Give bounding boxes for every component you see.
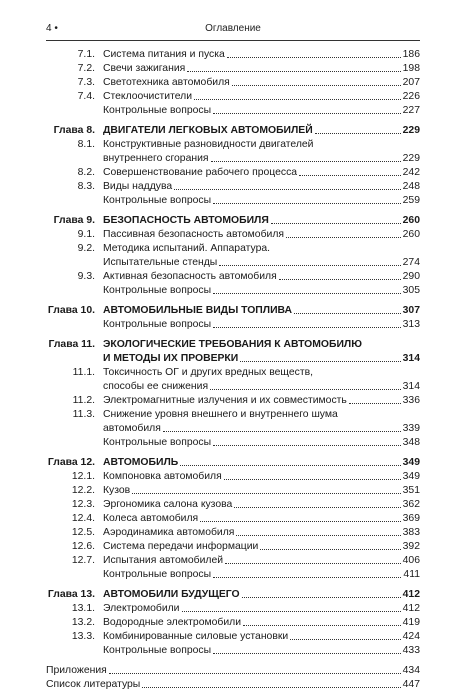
toc-entry — [71, 616, 420, 629]
toc-page: 313 — [402, 319, 420, 330]
toc-page: 383 — [402, 527, 420, 538]
toc-title: Компоновка автомобиля — [103, 471, 222, 482]
toc-title: Свечи зажигания — [103, 63, 186, 74]
toc-number: 11.2. — [72, 395, 95, 406]
toc-number: 13.1. — [71, 603, 95, 614]
toc-entry — [103, 568, 420, 581]
running-title: Оглавление — [205, 23, 261, 34]
toc-page: 260 — [402, 215, 420, 226]
toc-entry — [53, 124, 420, 137]
dot-leader — [243, 616, 401, 626]
toc-title: Аэродинамика автомобиля — [103, 527, 235, 538]
toc-entry — [103, 104, 420, 117]
toc-title: Кузов — [103, 485, 131, 496]
dot-leader — [224, 470, 401, 480]
dot-leader — [213, 104, 401, 114]
toc-page: 369 — [402, 513, 420, 524]
toc-entry — [77, 90, 420, 103]
toc-number: 9.3. — [77, 271, 95, 282]
toc-page: 229 — [402, 153, 420, 164]
toc-page: 305 — [402, 285, 420, 296]
toc-page: 419 — [402, 617, 420, 628]
toc-title: Испытания автомобилей — [103, 555, 224, 566]
toc-page: 412 — [402, 603, 420, 614]
toc-page: 307 — [402, 305, 420, 316]
toc-title: Контрольные вопросы — [103, 105, 212, 116]
toc-entry — [72, 394, 420, 407]
toc-title: Электромагнитные излучения и их совместимость — [103, 395, 347, 406]
toc-entry — [46, 678, 420, 691]
toc-page: 349 — [402, 471, 420, 482]
toc-entry — [77, 228, 420, 241]
toc-title: Контрольные вопросы — [103, 569, 212, 580]
toc-number: Глава 12. — [47, 457, 95, 468]
toc-number: Глава 10. — [47, 305, 95, 316]
toc-entry — [77, 242, 420, 255]
toc-entry — [103, 152, 420, 165]
dot-leader — [315, 124, 401, 134]
toc-title: Испытательные стенды — [103, 257, 218, 268]
toc-number: 9.2. — [77, 243, 95, 254]
dot-leader — [213, 568, 401, 578]
toc-page: 349 — [402, 457, 420, 468]
toc-page: 242 — [402, 167, 420, 178]
toc-entry — [71, 540, 420, 553]
toc-title: ЭКОЛОГИЧЕСКИЕ ТРЕБОВАНИЯ К АВТОМОБИЛЮ — [103, 339, 362, 350]
toc-number: Глава 11. — [48, 339, 95, 350]
toc-title: И МЕТОДЫ ИХ ПРОВЕРКИ — [103, 353, 239, 364]
toc-title: Контрольные вопросы — [103, 437, 212, 448]
toc-page: 406 — [402, 555, 420, 566]
toc-number: 12.2. — [71, 485, 95, 496]
toc-page: 339 — [402, 423, 420, 434]
toc-title: Контрольные вопросы — [103, 645, 212, 656]
toc-number: 7.4. — [77, 91, 95, 102]
toc-entry — [47, 456, 420, 469]
toc-page: 434 — [402, 665, 420, 676]
toc-title: Стеклоочистители — [103, 91, 193, 102]
toc-entry — [77, 62, 420, 75]
dot-leader — [213, 318, 401, 328]
dot-leader — [225, 554, 401, 564]
toc-entry — [103, 422, 420, 435]
toc-title: АВТОМОБИЛИ БУДУЩЕГО — [103, 589, 240, 600]
toc-title: Контрольные вопросы — [103, 285, 212, 296]
toc-page: 229 — [402, 125, 420, 136]
toc-page: 424 — [402, 631, 420, 642]
toc-entry — [103, 352, 420, 365]
toc-entry — [103, 194, 420, 207]
toc-number: 11.1. — [72, 367, 95, 378]
dot-leader — [279, 270, 401, 280]
toc-number: 12.6. — [71, 541, 95, 552]
dot-leader — [236, 526, 400, 536]
toc-entry — [71, 484, 420, 497]
toc-title: Контрольные вопросы — [103, 195, 212, 206]
toc-number: 12.3. — [71, 499, 95, 510]
toc-entry — [71, 498, 420, 511]
toc-page: 274 — [402, 257, 420, 268]
toc-title: Виды наддува — [103, 181, 173, 192]
dot-leader — [187, 62, 400, 72]
toc-title: Система питания и пуска — [103, 49, 225, 60]
dot-leader — [260, 540, 400, 550]
toc-number: 9.1. — [77, 229, 95, 240]
toc-page: 348 — [402, 437, 420, 448]
toc-number: 13.3. — [71, 631, 95, 642]
toc-title: Контрольные вопросы — [103, 319, 212, 330]
toc-title: АВТОМОБИЛЬНЫЕ ВИДЫ ТОПЛИВА — [103, 305, 293, 316]
toc-page: 447 — [402, 679, 420, 690]
toc-page: 433 — [402, 645, 420, 656]
toc-page: 314 — [402, 353, 420, 364]
toc-entry — [71, 526, 420, 539]
dot-leader — [219, 256, 400, 266]
toc-page: 290 — [402, 271, 420, 282]
dot-leader — [290, 630, 400, 640]
dot-leader — [227, 48, 401, 58]
toc-number: 12.4. — [71, 513, 95, 524]
toc-entry — [71, 512, 420, 525]
toc-title: Колеса автомобиля — [103, 513, 199, 524]
toc-title: Светотехника автомобиля — [103, 77, 230, 88]
toc-number: 7.3. — [77, 77, 95, 88]
toc-title: Комбинированные силовые установки — [103, 631, 289, 642]
dot-leader — [174, 180, 400, 190]
toc-title: Приложения — [46, 665, 107, 676]
toc-entry — [103, 644, 420, 657]
toc-title: Список литературы — [46, 679, 141, 690]
toc-title: Водородные электромобили — [103, 617, 242, 628]
toc-entry — [77, 166, 420, 179]
toc-number: 11.3. — [72, 409, 95, 420]
toc-title: Система передачи информации — [103, 541, 259, 552]
toc-title: Конструктивные разновидности двигателей — [103, 139, 314, 150]
dot-leader — [182, 602, 401, 612]
dot-leader — [163, 422, 401, 432]
toc-entry — [47, 304, 420, 317]
toc-entry — [103, 436, 420, 449]
dot-leader — [299, 166, 401, 176]
toc-entry — [71, 630, 420, 643]
toc-number: 8.1. — [77, 139, 95, 150]
toc-entry — [71, 470, 420, 483]
page-number: 4 • — [46, 23, 58, 34]
dot-leader — [132, 484, 400, 494]
toc-page: 314 — [402, 381, 420, 392]
dot-leader — [240, 352, 400, 362]
toc-title: ДВИГАТЕЛИ ЛЕГКОВЫХ АВТОМОБИЛЕЙ — [103, 125, 313, 136]
toc-entry — [77, 270, 420, 283]
toc-page: 186 — [402, 49, 420, 60]
dot-leader — [271, 214, 401, 224]
toc-title: способы ее снижения — [103, 381, 209, 392]
dot-leader — [210, 380, 401, 390]
toc-title: автомобиля — [103, 423, 161, 434]
toc-entry — [48, 338, 420, 351]
toc-title: Методика испытаний. Аппаратура. — [103, 243, 271, 254]
toc-entry — [103, 318, 420, 331]
dot-leader — [213, 284, 401, 294]
toc-page: 411 — [403, 569, 420, 580]
toc-number: 13.2. — [71, 617, 95, 628]
toc-number: 12.7. — [71, 555, 95, 566]
toc-title: АВТОМОБИЛЬ — [103, 457, 179, 468]
toc-page: 392 — [402, 541, 420, 552]
toc-entry — [77, 48, 420, 61]
dot-leader — [242, 588, 401, 598]
toc-entry — [53, 214, 420, 227]
toc-entry — [103, 380, 420, 393]
toc-number: 7.2. — [77, 63, 95, 74]
toc-number: Глава 8. — [53, 125, 95, 136]
toc-page: 227 — [402, 105, 420, 116]
toc-title: Совершенствование рабочего процесса — [103, 167, 298, 178]
toc-title: БЕЗОПАСНОСТЬ АВТОМОБИЛЯ — [103, 215, 269, 226]
toc-entry — [71, 602, 420, 615]
toc-page: 207 — [402, 77, 420, 88]
toc-entry — [103, 284, 420, 297]
toc-title: Токсичность ОГ и других вредных веществ, — [103, 367, 313, 378]
toc-page: 260 — [402, 229, 420, 240]
toc-title: Пассивная безопасность автомобиля — [103, 229, 285, 240]
toc-entry — [77, 138, 420, 151]
toc-page: 336 — [402, 395, 420, 406]
toc-number: 12.1. — [71, 471, 95, 482]
toc-page: 226 — [402, 91, 420, 102]
toc-entry — [46, 664, 420, 677]
dot-leader — [234, 498, 400, 508]
toc-page: 362 — [402, 499, 420, 510]
toc-page: 351 — [402, 485, 420, 496]
dot-leader — [213, 644, 401, 654]
toc-number: Глава 13. — [47, 589, 95, 600]
dot-leader — [194, 90, 401, 100]
dot-leader — [232, 76, 401, 86]
dot-leader — [200, 512, 400, 522]
toc-entry — [77, 76, 420, 89]
toc-page: 198 — [402, 63, 420, 74]
dot-leader — [349, 394, 401, 404]
toc-page: 259 — [402, 195, 420, 206]
toc-number: 12.5. — [71, 527, 95, 538]
toc-entry — [77, 180, 420, 193]
dot-leader — [286, 228, 401, 238]
toc-title: Снижение уровня внешнего и внутреннего шума — [103, 409, 338, 420]
dot-leader — [180, 456, 400, 466]
toc-page: 412 — [402, 589, 420, 600]
toc-entry — [72, 408, 420, 421]
toc-number: 8.2. — [77, 167, 95, 178]
toc-entry — [47, 588, 420, 601]
toc-title: Эргономика салона кузова — [103, 499, 233, 510]
dot-leader — [213, 194, 401, 204]
toc-title: внутреннего сгорания — [103, 153, 209, 164]
toc-number: 8.3. — [77, 181, 95, 192]
toc-entry — [103, 256, 420, 269]
toc-entry — [71, 554, 420, 567]
toc-number: 7.1. — [77, 49, 95, 60]
toc-title: Активная безопасность автомобиля — [103, 271, 277, 282]
dot-leader — [213, 436, 401, 446]
toc-page: 248 — [402, 181, 420, 192]
toc-title: Электромобили — [103, 603, 180, 614]
dot-leader — [109, 664, 401, 674]
dot-leader — [211, 152, 401, 162]
toc-number: Глава 9. — [53, 215, 95, 226]
dot-leader — [142, 678, 400, 688]
toc-entry — [72, 366, 420, 379]
dot-leader — [294, 304, 401, 314]
